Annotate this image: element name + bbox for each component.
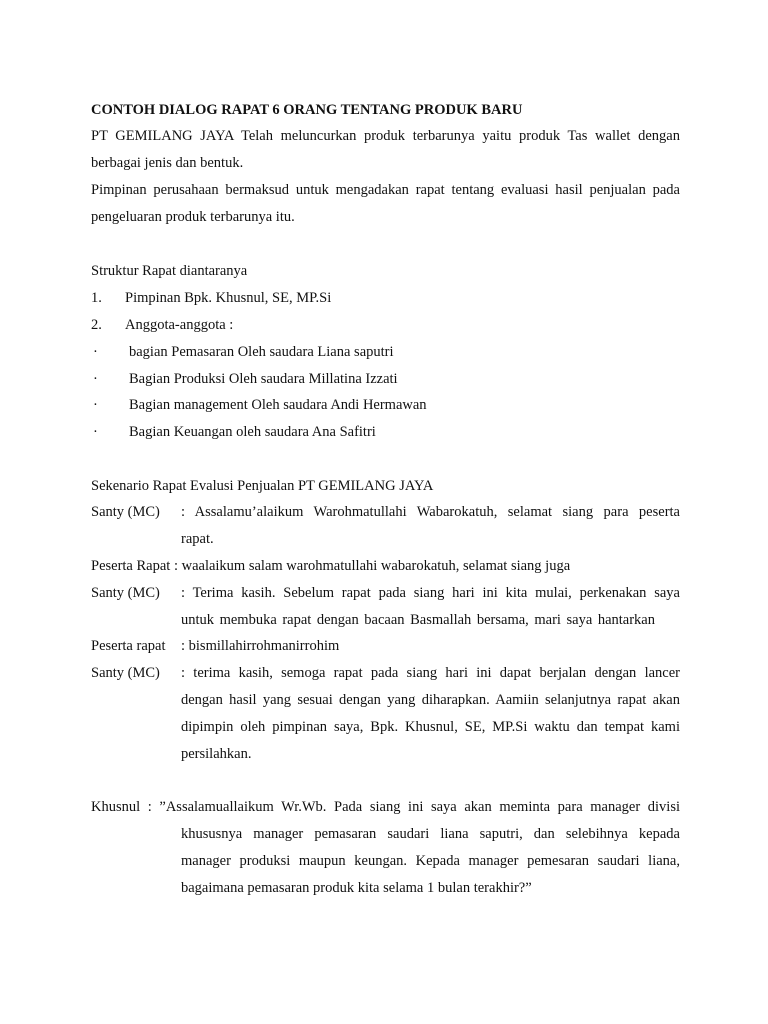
bullet-icon: · [93,397,98,413]
dialog-line: rapat. [181,531,214,547]
list-item: Pimpinan Bpk. Khusnul, SE, MP.Si [125,290,332,306]
dialog-line: : Terima kasih. Sebelum rapat pada siang hari ini kita mulai, perkenakan saya [181,585,680,601]
dialog-line: bagaimana pemasaran produk kita selama 1 bulan terakhir?” [181,880,532,896]
list-item: Anggota-anggota : [125,317,234,333]
intro-line: pengeluaran produk terbarunya itu. [91,209,295,225]
scenario-heading: Sekenario Rapat Evalusi Penjualan PT GEMILANG JAYA [91,478,434,494]
bullet-icon: · [93,344,98,360]
bullet-icon: · [93,424,98,440]
structure-heading: Struktur Rapat diantaranya [91,263,248,279]
bullet-icon: · [93,371,98,387]
dialog-speaker: Santy (MC) [91,665,160,681]
dialog-line: : terima kasih, semoga rapat pada siang hari ini dapat berjalan dengan lancer [181,665,680,681]
dialog-line: dipimpin oleh pimpinan saya, Bpk. Khusnul, SE, MP.Si waktu dan tempat kami [181,719,680,735]
document-title: CONTOH DIALOG RAPAT 6 ORANG TENTANG PRODUK BARU [91,102,523,118]
intro-line: berbagai jenis dan bentuk. [91,155,244,171]
dialog-line: dengan hasil yang sesuai dengan yang diharapkan. Aamiin selanjutnya rapat akan [181,692,680,708]
member-item: Bagian Produksi Oleh saudara Millatina Izzati [129,371,398,387]
intro-line: Pimpinan perusahaan bermaksud untuk mengadakan rapat tentang evaluasi hasil penjualan pada [91,182,680,198]
dialog-line: manager produksi maupun keungan. Kepada manager pemesaran saudari liana, [181,853,680,869]
dialog-speaker: Peserta rapat [91,638,166,654]
dialog-speaker: Santy (MC) [91,504,160,520]
dialog-line: : Assalamu’alaikum Warohmatullahi Wabarokatuh, selamat siang para peserta [181,504,680,520]
member-item: Bagian Keuangan oleh saudara Ana Safitri [129,424,376,440]
intro-line: PT GEMILANG JAYA Telah meluncurkan produk terbarunya yaitu produk Tas wallet dengan [91,128,680,144]
member-item: Bagian management Oleh saudara Andi Hermawan [129,397,427,413]
member-item: bagian Pemasaran Oleh saudara Liana saputri [129,344,394,360]
list-number: 1. [91,290,102,306]
dialog-line: : bismillahirrohmanirrohim [181,638,340,654]
dialog-line: Khusnul : ”Assalamuallaikum Wr.Wb. Pada siang ini saya akan meminta para manager divisi [91,799,680,815]
dialog-line: untuk membuka rapat dengan bacaan Basmallah bersama, mari saya hantarkan [181,612,655,628]
dialog-line: persilahkan. [181,746,252,762]
dialog-line: Peserta Rapat : waalaikum salam warohmatullahi wabarokatuh, selamat siang juga [91,558,571,574]
dialog-speaker: Santy (MC) [91,585,160,601]
dialog-line: khususnya manager pemasaran saudari liana saputri, dan selebihnya kepada [181,826,680,842]
list-number: 2. [91,317,102,333]
